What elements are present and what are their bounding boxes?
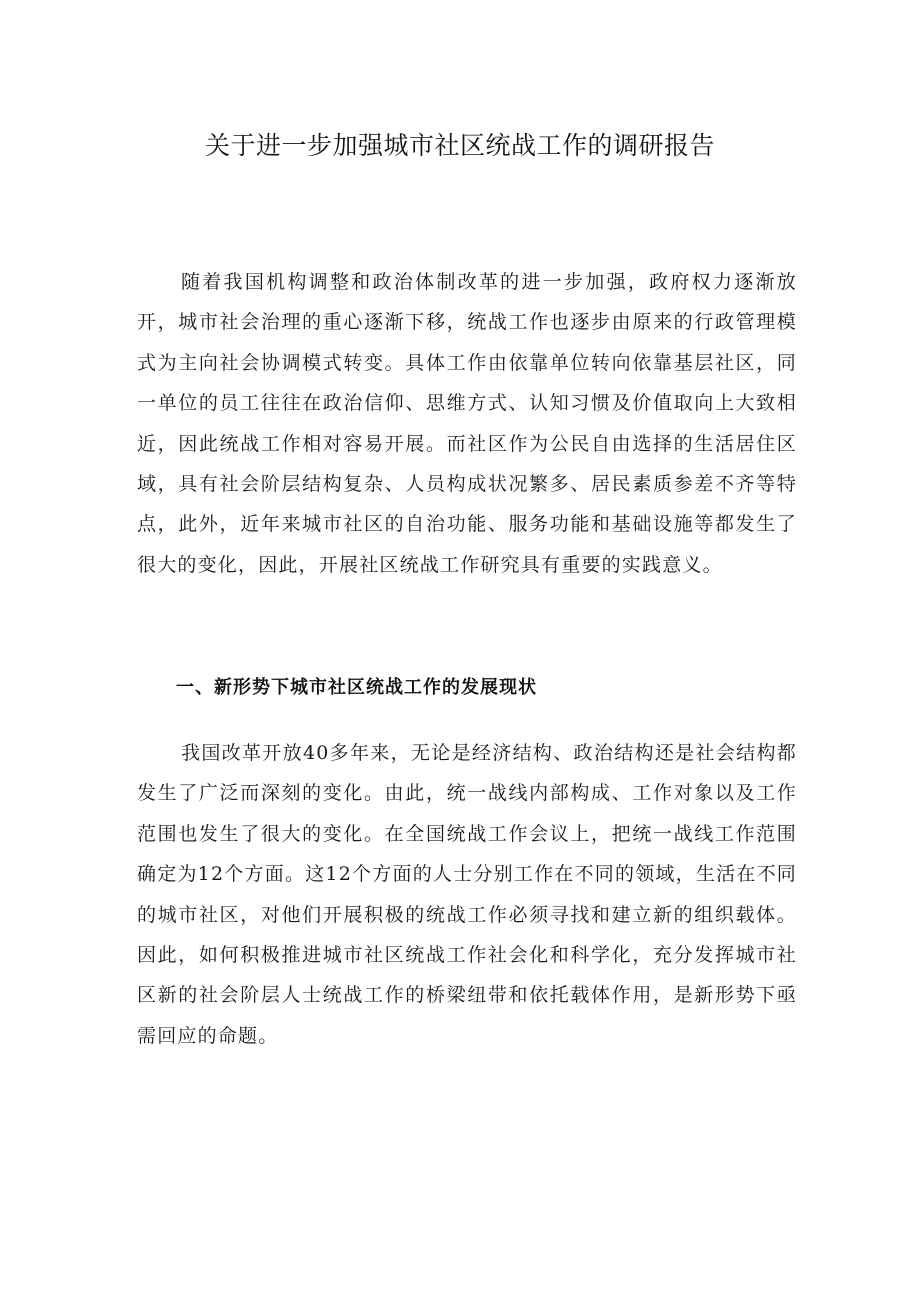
intro-paragraph: 随着我国机构调整和政治体制改革的进一步加强，政府权力逐渐放开，城市社会治理的重心逐渐下移，统战工作也逐步由原来的行政管理模式为主向社会协调模式转变。具体工作由依靠单位转向依靠基层社区，同一单位的员工往往在政治信仰、思维方式、认知习惯及价值取向上大致相近，因此统战工作相对容易开展。而社区作为公民自由选择的生活居住区域，具有社会阶层结构复杂、人员构成状况繁多、居民素质参差不齐等特点，此外，近年来城市社区的自治功能、服务功能和基础设施等都发生了很大的变化，因此，开展社区统战工作研究具有重要的实践意义。 bbox=[137, 271, 797, 576]
section-paragraph: 我国改革开放40多年来，无论是经济结构、政治结构还是社会结构都发生了广泛而深刻的变化。由此，统一战线内部构成、工作对象以及工作范围也发生了很大的变化。在全国统战工作会议上，把统一战线工作范围确定为12个方面。这12个方面的人士分别工作在不同的领域，生活在不同的城市社区，对他们开展积极的统战工作必须寻找和建立新的组织载体。因此，如何积极推进城市社区统战工作社会化和科学化，充分发挥城市社区新的社会阶层人士统战工作的桥梁纽带和依托载体作用，是新形势下亟需回应的命题。 bbox=[137, 742, 797, 1047]
document-title: 关于进一步加强城市社区统战工作的调研报告 bbox=[204, 131, 715, 160]
section-heading: 一、新形势下城市社区统战工作的发展现状 bbox=[176, 677, 537, 698]
